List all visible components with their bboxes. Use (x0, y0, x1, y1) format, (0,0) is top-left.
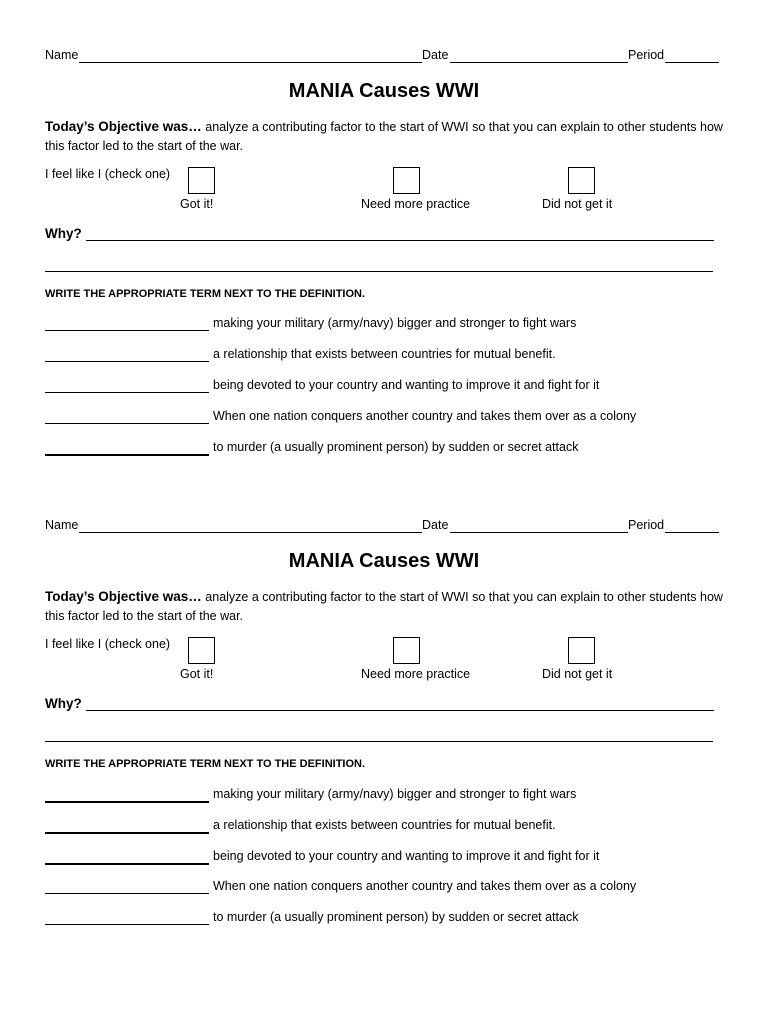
page-title: MANIA Causes WWI (288, 80, 480, 102)
definition-text: being devoted to your country and wanting to improve it and fight for it (213, 849, 600, 863)
why-label: Why? (45, 696, 82, 711)
why-label: Why? (45, 226, 82, 241)
period-label: Period (628, 48, 665, 62)
objective (45, 587, 725, 626)
term-blank[interactable] (45, 423, 209, 424)
did-not-get-checkbox[interactable] (568, 637, 595, 664)
period-field[interactable] (665, 532, 719, 533)
term-blank[interactable] (45, 454, 209, 456)
got-it-label: Got it! (180, 667, 214, 681)
need-practice-checkbox[interactable] (393, 637, 420, 664)
period-field[interactable] (665, 62, 719, 63)
name-label: Name (45, 48, 79, 62)
objective-lead: Today’s Objective was… (45, 119, 202, 134)
term-blank[interactable] (45, 893, 209, 894)
definition-text: to murder (a usually prominent person) by sudden or secret attack (213, 910, 579, 924)
need-practice-label: Need more practice (361, 667, 471, 681)
got-it-label: Got it! (180, 197, 214, 211)
need-practice-checkbox[interactable] (393, 167, 420, 194)
objective-text: analyze a contributing factor to the start of WWI so that you can explain to other students how this factor led to the start of the war. (45, 590, 723, 623)
definition-text: to murder (a usually prominent person) by sudden or secret attack (213, 440, 579, 454)
did-not-get-checkbox[interactable] (568, 167, 595, 194)
definition-text: When one nation conquers another country and takes them over as a colony (213, 879, 637, 893)
why-answer-line-2[interactable] (45, 741, 713, 742)
definition-text: When one nation conquers another country and takes them over as a colony (213, 409, 637, 423)
definition-text: a relationship that exists between countries for mutual benefit. (213, 347, 556, 361)
objective (45, 117, 725, 156)
name-field[interactable] (79, 532, 422, 533)
term-blank[interactable] (45, 832, 209, 834)
date-label: Date (422, 48, 449, 62)
definition-text: making your military (army/navy) bigger and stronger to fight wars (213, 316, 577, 330)
term-blank[interactable] (45, 392, 209, 393)
objective-text: analyze a contributing factor to the start of WWI so that you can explain to other students how this factor led to the start of the war. (45, 120, 723, 153)
date-field[interactable] (450, 62, 628, 63)
got-it-checkbox[interactable] (188, 167, 215, 194)
definition-text: making your military (army/navy) bigger and stronger to fight wars (213, 787, 577, 801)
worksheet-bottom (0, 470, 768, 940)
term-blank[interactable] (45, 863, 209, 865)
instruction: WRITE THE APPROPRIATE TERM NEXT TO THE DEFINITION. (45, 758, 366, 770)
why-answer-line-1[interactable] (86, 710, 714, 711)
need-practice-label: Need more practice (361, 197, 471, 211)
date-field[interactable] (450, 532, 628, 533)
did-not-get-label: Did not get it (542, 197, 613, 211)
objective-lead: Today’s Objective was… (45, 589, 202, 604)
got-it-checkbox[interactable] (188, 637, 215, 664)
name-label: Name (45, 518, 79, 532)
date-label: Date (422, 518, 449, 532)
instruction: WRITE THE APPROPRIATE TERM NEXT TO THE DEFINITION. (45, 288, 366, 300)
term-blank[interactable] (45, 330, 209, 331)
term-blank[interactable] (45, 924, 209, 925)
feel-prompt: I feel like I (check one) (45, 637, 171, 651)
why-answer-line-1[interactable] (86, 240, 714, 241)
name-field[interactable] (79, 62, 422, 63)
worksheet-top (0, 0, 768, 470)
page-title: MANIA Causes WWI (288, 550, 480, 572)
period-label: Period (628, 518, 665, 532)
definition-text: being devoted to your country and wanting to improve it and fight for it (213, 378, 600, 392)
definition-text: a relationship that exists between countries for mutual benefit. (213, 818, 556, 832)
why-answer-line-2[interactable] (45, 271, 713, 272)
did-not-get-label: Did not get it (542, 667, 613, 681)
term-blank[interactable] (45, 361, 209, 362)
term-blank[interactable] (45, 801, 209, 803)
feel-prompt: I feel like I (check one) (45, 167, 171, 181)
